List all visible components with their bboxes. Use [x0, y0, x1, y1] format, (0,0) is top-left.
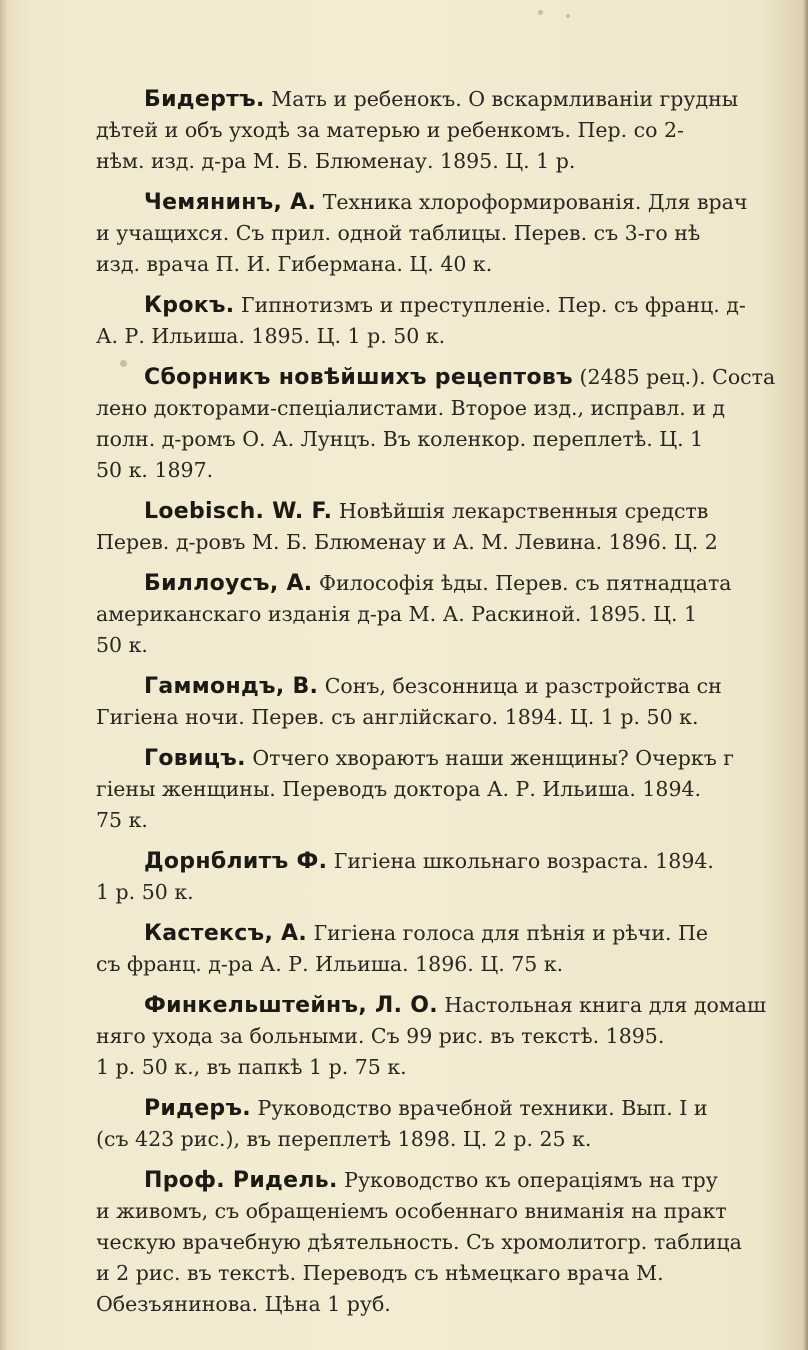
entry-text-line: Гигіена ночи. Перев. съ англійскаго. 1894. Ц. 1 р. 50 к.	[96, 705, 699, 729]
entry-text-line: (2485 рец.). Соста	[579, 365, 776, 389]
entry-author: Финкельштейнъ, Л. О.	[144, 993, 438, 1018]
entry-author: Ридеръ.	[144, 1096, 251, 1121]
entry-text-line: американскаго изданія д-ра М. А. Раскиной. 1895. Ц. 1	[96, 602, 698, 626]
entry-text-line: дѣтей и объ уходѣ за матерью и ребенкомъ. Пер. со 2-	[96, 118, 684, 142]
entry-text-line: (съ 423 рис.), въ переплетѣ 1898. Ц. 2 р. 25 к.	[96, 1127, 592, 1151]
entry-text-line: Гипнотизмъ и преступленіе. Пер. съ франц. д-	[241, 293, 746, 317]
entry-author: Сборникъ новѣйшихъ рецептовъ	[144, 365, 573, 390]
entry-author: Крокъ.	[144, 293, 235, 318]
entry-text-line: Философія ѣды. Перев. съ пятнадцата	[318, 571, 732, 595]
entry-author: Loebisch. W. F.	[144, 499, 333, 524]
catalog-list	[96, 84, 808, 1330]
entry-text-line: Руководство врачебной техники. Вып. I и	[257, 1096, 708, 1120]
page-left-edge	[0, 0, 8, 1350]
catalog-entry	[96, 1093, 808, 1155]
entry-text-line: нѣм. изд. д-ра М. Б. Блюменау. 1895. Ц. 1 р.	[96, 149, 576, 173]
entry-text-line: А. Р. Ильиша. 1895. Ц. 1 р. 50 к.	[96, 324, 446, 348]
entry-text-line: Мать и ребенокъ. О вскармливаніи грудны	[271, 87, 739, 111]
entry-text-line: 75 к.	[96, 808, 148, 832]
entry-author: Кастексъ, А.	[144, 921, 308, 946]
entry-author: Дорнблитъ Ф.	[144, 849, 328, 874]
entry-text-line: полн. д-ромъ О. А. Лунцъ. Въ коленкор. переплетѣ. Ц. 1	[96, 427, 704, 451]
entry-author: Чемянинъ, А.	[144, 190, 317, 215]
entry-text-line: няго ухода за больными. Съ 99 рис. въ текстѣ. 1895.	[96, 1024, 665, 1048]
catalog-entry	[96, 362, 808, 486]
entry-author: Гаммондъ, В.	[144, 674, 319, 699]
entry-text-line: и живомъ, съ обращеніемъ особеннаго вниманія на практ	[96, 1199, 727, 1223]
entry-text-line: Отчего хвораютъ наши женщины? Очеркъ г	[252, 746, 734, 770]
catalog-entry	[96, 846, 808, 908]
catalog-entry	[96, 84, 808, 177]
entry-text-line: Руководство къ операціямъ на тру	[344, 1168, 718, 1192]
catalog-entry	[96, 496, 808, 558]
catalog-entry	[96, 1165, 808, 1320]
ink-speck	[538, 10, 543, 15]
entry-text-line: и учащихся. Съ прил. одной таблицы. Перев. съ 3-го нѣ	[96, 221, 701, 245]
entry-text-line: 1 р. 50 к.	[96, 880, 194, 904]
entry-text-line: 50 к.	[96, 633, 148, 657]
catalog-entry	[96, 918, 808, 980]
catalog-entry	[96, 743, 808, 836]
entry-text-line: и 2 рис. въ текстѣ. Переводъ съ нѣмецкаго врача М.	[96, 1261, 664, 1285]
entry-text-line: гіены женщины. Переводъ доктора А. Р. Ильиша. 1894.	[96, 777, 702, 801]
entry-author: Говицъ.	[144, 746, 246, 771]
entry-text-line: лено докторами-спеціалистами. Второе изд., исправл. и д	[96, 396, 726, 420]
entry-author: Биллоусъ, А.	[144, 571, 313, 596]
entry-text-line: 1 р. 50 к., въ папкѣ 1 р. 75 к.	[96, 1055, 407, 1079]
entry-text-line: Сонъ, безсонница и разстройства сн	[324, 674, 722, 698]
entry-text-line: Новѣйшія лекарственныя средств	[338, 499, 709, 523]
entry-text-line: Перев. д-ровъ М. Б. Блюменау и А. М. Левина. 1896. Ц. 2	[96, 530, 718, 554]
entry-text-line: Гигіена школьнаго возраста. 1894.	[333, 849, 714, 873]
entry-text-line: 50 к. 1897.	[96, 458, 214, 482]
entry-text-line: Техника хлороформированія. Для врач	[322, 190, 748, 214]
entry-text-line: Гигіена голоса для пѣнія и рѣчи. Пе	[313, 921, 709, 945]
catalog-entry	[96, 187, 808, 280]
ink-speck	[566, 14, 570, 18]
catalog-entry	[96, 990, 808, 1083]
entry-text-line: съ франц. д-ра А. Р. Ильиша. 1896. Ц. 75 к.	[96, 952, 564, 976]
catalog-entry	[96, 290, 808, 352]
entry-text-line: изд. врача П. И. Гибермана. Ц. 40 к.	[96, 252, 493, 276]
entry-text-line: Обезъянинова. Цѣна 1 руб.	[96, 1292, 391, 1316]
entry-author: Бидертъ.	[144, 87, 265, 112]
catalog-entry	[96, 671, 808, 733]
catalog-entry	[96, 568, 808, 661]
entry-text-line: Настольная книга для домаш	[444, 993, 767, 1017]
entry-author: Проф. Ридель.	[144, 1168, 338, 1193]
entry-text-line: ческую врачебную дѣятельность. Съ хромолитогр. таблица	[96, 1230, 742, 1254]
